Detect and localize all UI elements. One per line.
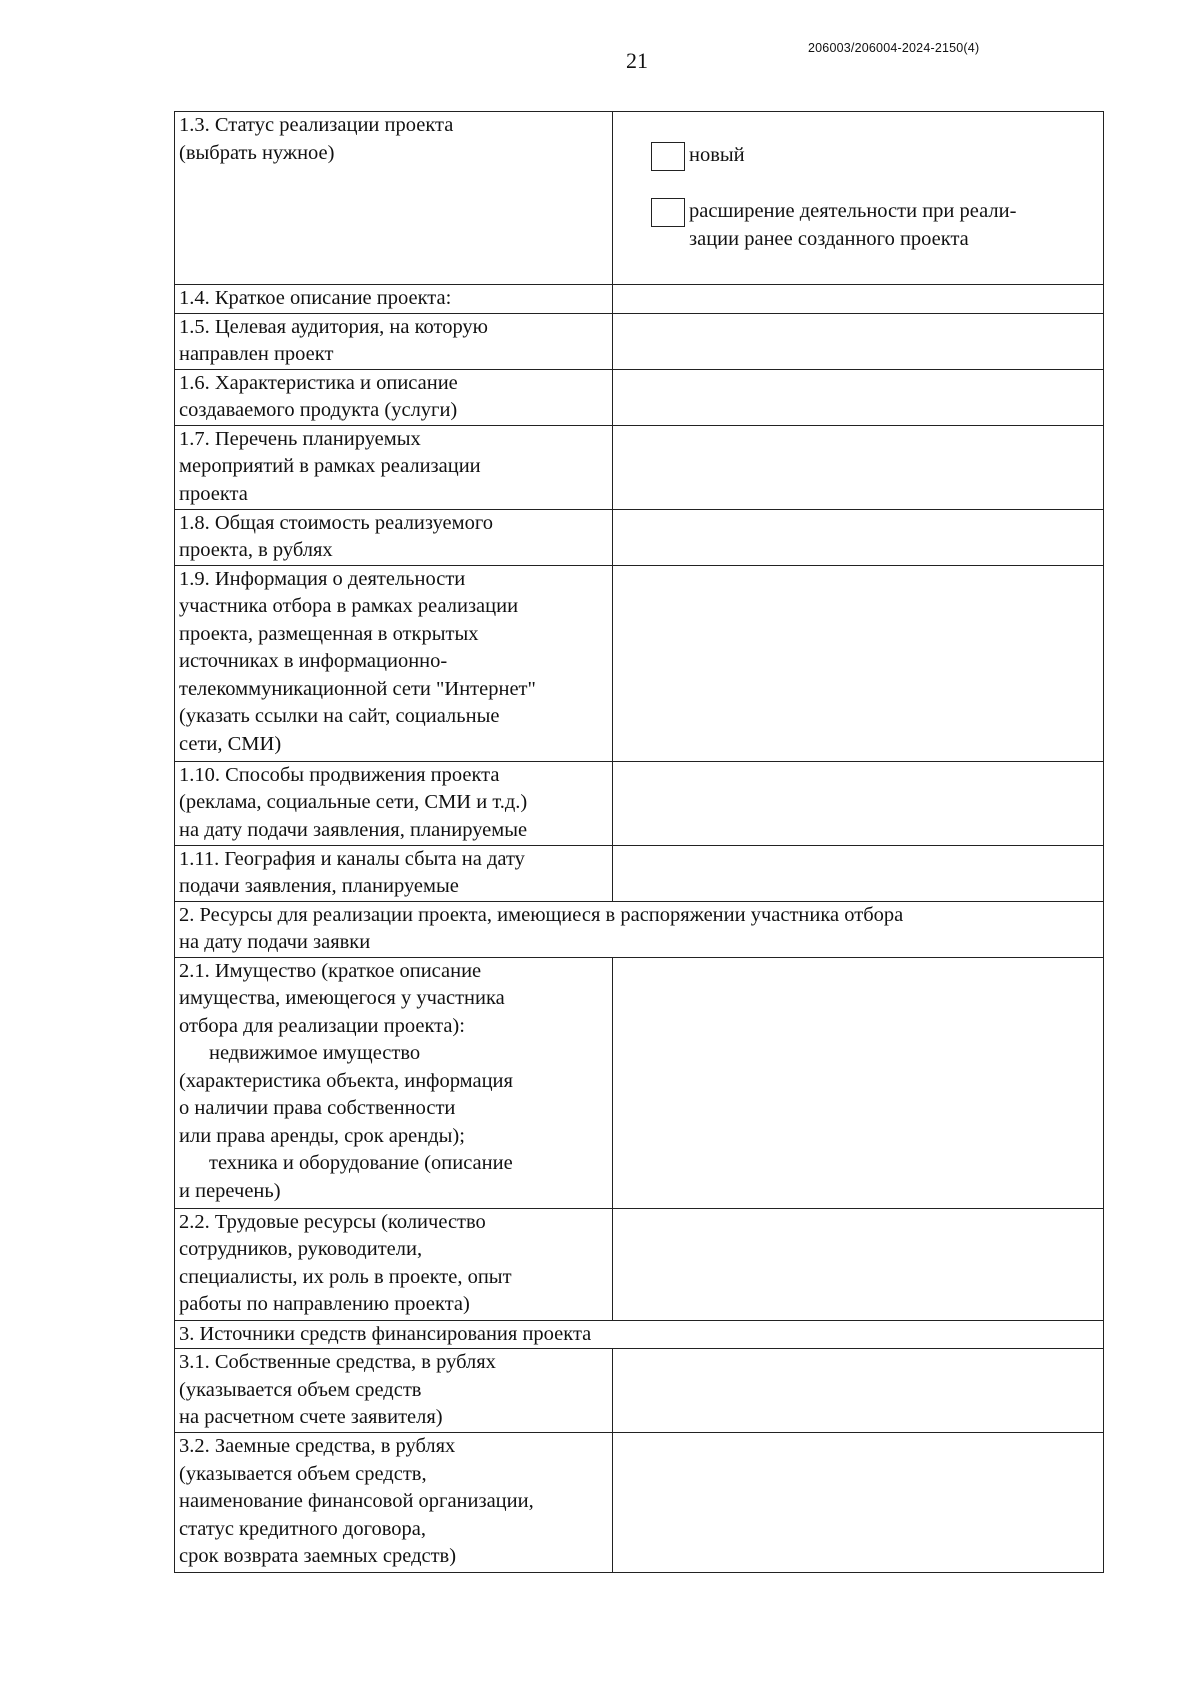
status-label-line: 1.3. Статус реализации проекта [179, 114, 454, 136]
label-line: сети, СМИ) [179, 732, 282, 755]
label-cell [175, 845, 613, 901]
checkbox-expand[interactable] [651, 198, 685, 227]
label-line: подачи заявления, планируемые [179, 875, 459, 897]
document-code: 206003/206004-2024-2150(4) [808, 41, 980, 55]
application-form-table [174, 111, 1104, 1573]
option-expand[interactable] [651, 198, 1099, 253]
label-cell [175, 761, 613, 845]
label-line: создаваемого продукта (услуги) [179, 399, 458, 421]
value-cell[interactable] [613, 313, 1104, 369]
label-line: статус кредитного договора, [179, 1517, 427, 1540]
value-cell[interactable] [613, 1433, 1104, 1573]
section-3-header [175, 1320, 1104, 1349]
value-cell[interactable] [613, 1349, 1104, 1433]
label-line: (указывается объем средств [179, 1378, 422, 1401]
row-1-4 [175, 285, 1104, 314]
label-line: 1.7. Перечень планируемых [179, 427, 421, 450]
label-line: участника отбора в рамках реализации [179, 595, 519, 617]
status-label-line: (выбрать нужное) [179, 141, 335, 164]
section-header-line: на дату подачи заявки [179, 931, 371, 953]
label-line: 3.1. Собственные средства, в рублях [179, 1351, 496, 1373]
label-line: специалисты, их роль в проекте, опыт [179, 1265, 512, 1288]
label-line: 1.4. Краткое описание проекта: [179, 287, 452, 309]
option-new-label: новый [689, 144, 745, 166]
label-line: отбора для реализации проекта): [179, 1014, 465, 1037]
row-1-8 [175, 509, 1104, 565]
label-line: проекта, в рублях [179, 539, 333, 561]
option-expand-line: зации ранее созданного проекта [689, 227, 969, 250]
label-cell [175, 425, 613, 509]
label-cell [175, 369, 613, 425]
row-1-11 [175, 845, 1104, 901]
option-new[interactable] [651, 142, 1099, 171]
page-number: 21 [626, 48, 648, 73]
row-1-9 [175, 565, 1104, 761]
label-line: телекоммуникационной сети "Интернет" [179, 677, 536, 700]
label-cell [175, 285, 613, 314]
label-line: направлен проект [179, 343, 334, 365]
label-line: 1.8. Общая стоимость реализуемого [179, 511, 494, 534]
row-1-6 [175, 369, 1104, 425]
label-line: мероприятий в рамках реализации [179, 455, 481, 477]
row-2-2 [175, 1208, 1104, 1320]
value-cell[interactable] [613, 957, 1104, 1208]
option-expand-line: расширение деятельности при реали- [689, 200, 1017, 222]
label-cell [175, 509, 613, 565]
section-header-cell [175, 901, 1104, 957]
label-line: 1.5. Целевая аудитория, на которую [179, 315, 489, 338]
status-options-cell [613, 112, 1104, 285]
section-2-header [175, 901, 1104, 957]
checkbox-new[interactable] [651, 142, 685, 171]
label-line: имущества, имеющегося у участника [179, 987, 505, 1009]
label-line: на дату подачи заявления, планируемые [179, 818, 528, 841]
section-header-cell [175, 1320, 1104, 1349]
row-1-3 [175, 112, 1104, 285]
label-line: источниках в информационно- [179, 650, 448, 672]
row-1-10 [175, 761, 1104, 845]
label-line: (указывается объем средств, [179, 1462, 427, 1485]
value-cell[interactable] [613, 565, 1104, 761]
label-line: 1.10. Способы продвижения проекта [179, 763, 500, 786]
value-cell[interactable] [613, 425, 1104, 509]
label-cell [175, 313, 613, 369]
value-cell[interactable] [613, 761, 1104, 845]
value-cell[interactable] [613, 285, 1104, 314]
label-line: (указать ссылки на сайт, социальные [179, 705, 500, 727]
label-line: 1.9. Информация о деятельности [179, 567, 466, 590]
value-cell[interactable] [613, 369, 1104, 425]
label-cell [175, 565, 613, 761]
row-1-7 [175, 425, 1104, 509]
label-line: или права аренды, срок аренды); [179, 1124, 465, 1147]
label-line: проекта, размещенная в открытых [179, 622, 479, 645]
label-line: работы по направлению проекта) [179, 1293, 470, 1315]
section-header-line: 2. Ресурсы для реализации проекта, имеющиеся в распоряжении участника отбора [179, 903, 904, 926]
label-cell [175, 1208, 613, 1320]
label-line: о наличии права собственности [179, 1097, 456, 1119]
label-line: наименование финансовой организации, [179, 1490, 534, 1512]
label-line: (реклама, социальные сети, СМИ и т.д.) [179, 791, 528, 813]
label-line: проекта [179, 482, 248, 505]
row-3-1 [175, 1349, 1104, 1433]
label-cell [175, 957, 613, 1208]
row-3-2 [175, 1433, 1104, 1573]
label-line: 3.2. Заемные средства, в рублях [179, 1435, 456, 1457]
value-cell[interactable] [613, 1208, 1104, 1320]
row-1-5 [175, 313, 1104, 369]
label-line: 2.1. Имущество (краткое описание [179, 959, 482, 982]
label-cell [175, 1349, 613, 1433]
option-expand-label [689, 198, 1016, 253]
label-line: недвижимое имущество [209, 1042, 421, 1064]
label-line: срок возврата заемных средств) [179, 1545, 457, 1567]
label-line: техника и оборудование (описание [209, 1152, 513, 1174]
section-header-line: 3. Источники средств финансирования проекта [179, 1322, 592, 1345]
label-line: и перечень) [179, 1179, 281, 1202]
label-line: 2.2. Трудовые ресурсы (количество [179, 1210, 486, 1233]
label-line: (характеристика объекта, информация [179, 1069, 513, 1092]
label-cell [175, 1433, 613, 1573]
value-cell[interactable] [613, 845, 1104, 901]
value-cell[interactable] [613, 509, 1104, 565]
status-label-cell [175, 112, 613, 285]
label-line: на расчетном счете заявителя) [179, 1406, 443, 1428]
row-2-1 [175, 957, 1104, 1208]
label-line: сотрудников, руководители, [179, 1238, 423, 1260]
label-line: 1.11. География и каналы сбыта на дату [179, 847, 525, 870]
label-line: 1.6. Характеристика и описание [179, 371, 458, 394]
